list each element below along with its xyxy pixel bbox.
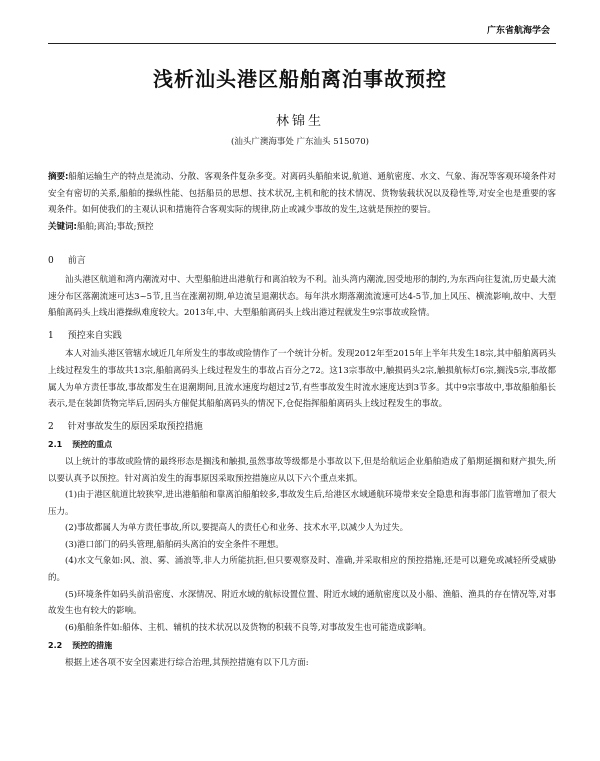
section-heading-0: 0 前言 (48, 256, 86, 267)
page-header (0, 0, 600, 46)
journal-name: 广东省航海学会 (486, 26, 550, 36)
subsection-2-1-item: (6)船舶条件如:船体、主机、辅机的技术状况以及货物的积载不良等,对事故发生也可能造成影响。 (65, 622, 432, 633)
section-heading-1: 1 预控来自实践 (48, 330, 122, 341)
keywords-label: 关键词: (48, 221, 77, 232)
subsection-2-1-item: (3)港口部门的码头管理,船舶码头离泊的安全条件不理想。 (65, 539, 284, 550)
subsection-2-1-item: (2)事故都属人为单方责任事故,所以,要提高人的责任心和业务、技术水平,以减少人为过失。 (65, 523, 409, 534)
paper-body (48, 169, 556, 672)
subsection-2-1-para: 以上统计的事故或险情的最终形态是搁浅和触损,虽然事故等级都是小事故以下,但是给航运企业船舶造成了船期延搁和财产损失,所以要认真予以预控。针对离泊发生的海事原因采取预控措施应从以下六个重点来抓。 (48, 456, 556, 484)
keywords (48, 219, 556, 236)
subsection-2-2-para: 根据上述各项不安全因素进行综合治理,其预控措施有以下几方面: (65, 658, 309, 669)
keywords-text: 船舶;离泊;事故;预控 (76, 221, 154, 232)
author-name: 林锦生 (275, 114, 324, 129)
abstract (48, 169, 556, 219)
subsection-heading-2-2: 2.2 预控的措施 (48, 641, 113, 651)
header-rule (48, 43, 556, 44)
subsection-heading-2-1: 2.1 预控的重点 (48, 440, 113, 450)
subsection-2-1-item: (4)水文气象如:风、浪、雾、涌浪等,非人力所能抗拒,但只要观察及时、准确,并采取相应的预控措施,还是可以避免或减轻所受威胁的。 (48, 556, 556, 584)
section-1-para: 本人对汕头港区管辖水域近几年所发生的事故或险情作了一个统计分析。发现2012年至2015年上半年共发生18宗,其中船舶离码头上线过程发生的事故共13宗,船舶离码头上线过程发生的事故占百分之72。这13宗事故中,触损码头2宗,触损航标灯6宗,搁浅5宗,事故都属人为单方责任事故,事故都发生在退潮期间,且流水速度均超过2节,有些事故发生时流水速度达到3节多。其中9宗事故中,事故船舶船长表示,是在装卸货物完毕后,因码头方催促其船舶离码头的情况下,仓促指挥船舶离码头上线过程发生的事故。 (48, 349, 556, 410)
abstract-text: 船舶运输生产的特点是流动、分散、客观条件复杂多变。对离码头船舶来说,航道、通航密度、水文、气象、海况等客观环境条件对安全有密切的关系,船舶的操纵性能、包括船员的思想、技术状况,主机和舵的技术情况、货物装载状况以及稳性等,对安全也是重要的客观条件。如何使我们的主观认识和措施符合客观实际的规律,防止或减少事故的发生,这就是预控的要旨。 (48, 172, 556, 216)
abstract-label: 摘要: (48, 172, 69, 182)
section-0-para: 汕头港区航道和湾内潮流对中、大型船舶进出港航行和离泊较为不利。汕头湾内潮流,因受地形的制约,为东西向往复流,历史最大流速分布区落潮流速可达3~5节,且当在涨潮初期,单边流呈退潮状态。每年洪水期落潮流流速可达4-5节,加上风压、横流影响,故中、大型船舶离码头上线出港操纵难度较大。2013年,中、大型船舶离码头上线出港过程就发生9宗事故或险情。 (48, 274, 556, 319)
subsection-2-1-item: (1)由于港区航道比较狭窄,进出港船舶和靠离泊船舶较多,事故发生后,给港区水域通航环境带来安全隐患和海事部门监管增加了很大压力。 (48, 490, 556, 517)
paper-title: 浅析汕头港区船舶离泊事故预控 (153, 67, 447, 91)
section-heading-2: 2 针对事故发生的原因采取预控措施 (48, 421, 203, 432)
author-affiliation: (汕头广澳海事处 广东汕头 515070) (231, 137, 369, 147)
subsection-2-1-item: (5)环境条件如码头前沿密度、水深情况、附近水域的航标设置位置、附近水域的通航密度以及小船、渔船、渔具的存在情况等,对事故发生也有较大的影响。 (48, 589, 556, 617)
spacer (48, 235, 556, 247)
